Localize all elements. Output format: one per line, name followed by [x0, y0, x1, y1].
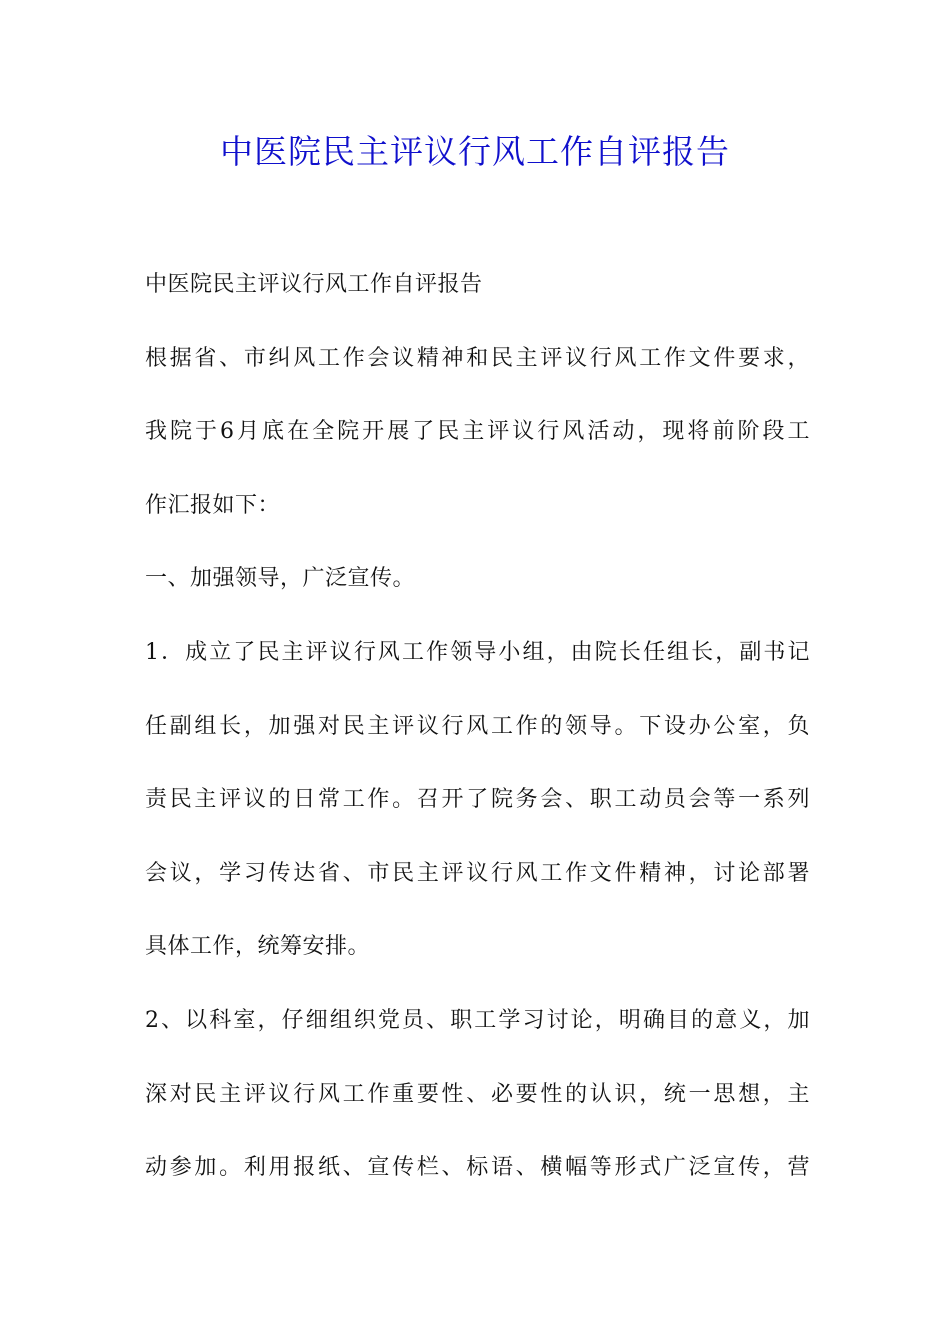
body-line-6: 1．成立了民主评议行风工作领导小组，由院长任组长，副书记	[145, 639, 810, 665]
body-line-4: 作汇报如下：	[145, 492, 281, 518]
body-line-13: 动参加。利用报纸、宣传栏、标语、横幅等形式广泛宣传，营	[145, 1155, 810, 1181]
document-body	[145, 264, 810, 1221]
body-line-3: 我院于6月底在全院开展了民主评议行风活动，现将前阶段工	[145, 419, 810, 445]
body-line-1: 中医院民主评议行风工作自评报告	[145, 272, 483, 297]
body-line-11: 2、以科室，仔细组织党员、职工学习讨论，明确目的意义，加	[145, 1007, 810, 1033]
document-title: 中医院民主评议行风工作自评报告	[220, 132, 730, 171]
body-line-10: 具体工作，统筹安排。	[145, 934, 371, 960]
body-line-2: 根据省、市纠风工作会议精神和民主评议行风工作文件要求，	[145, 345, 810, 371]
body-line-8: 责民主评议的日常工作。召开了院务会、职工动员会等一系列	[145, 787, 810, 813]
body-line-7: 任副组长，加强对民主评议行风工作的领导。下设办公室，负	[145, 713, 810, 739]
section-heading-1: 一、加强领导，广泛宣传。	[145, 566, 416, 592]
body-line-12: 深对民主评议行风工作重要性、必要性的认识，统一思想，主	[145, 1081, 810, 1107]
body-line-9: 会议，学习传达省、市民主评议行风工作文件精神，讨论部署	[145, 860, 810, 886]
